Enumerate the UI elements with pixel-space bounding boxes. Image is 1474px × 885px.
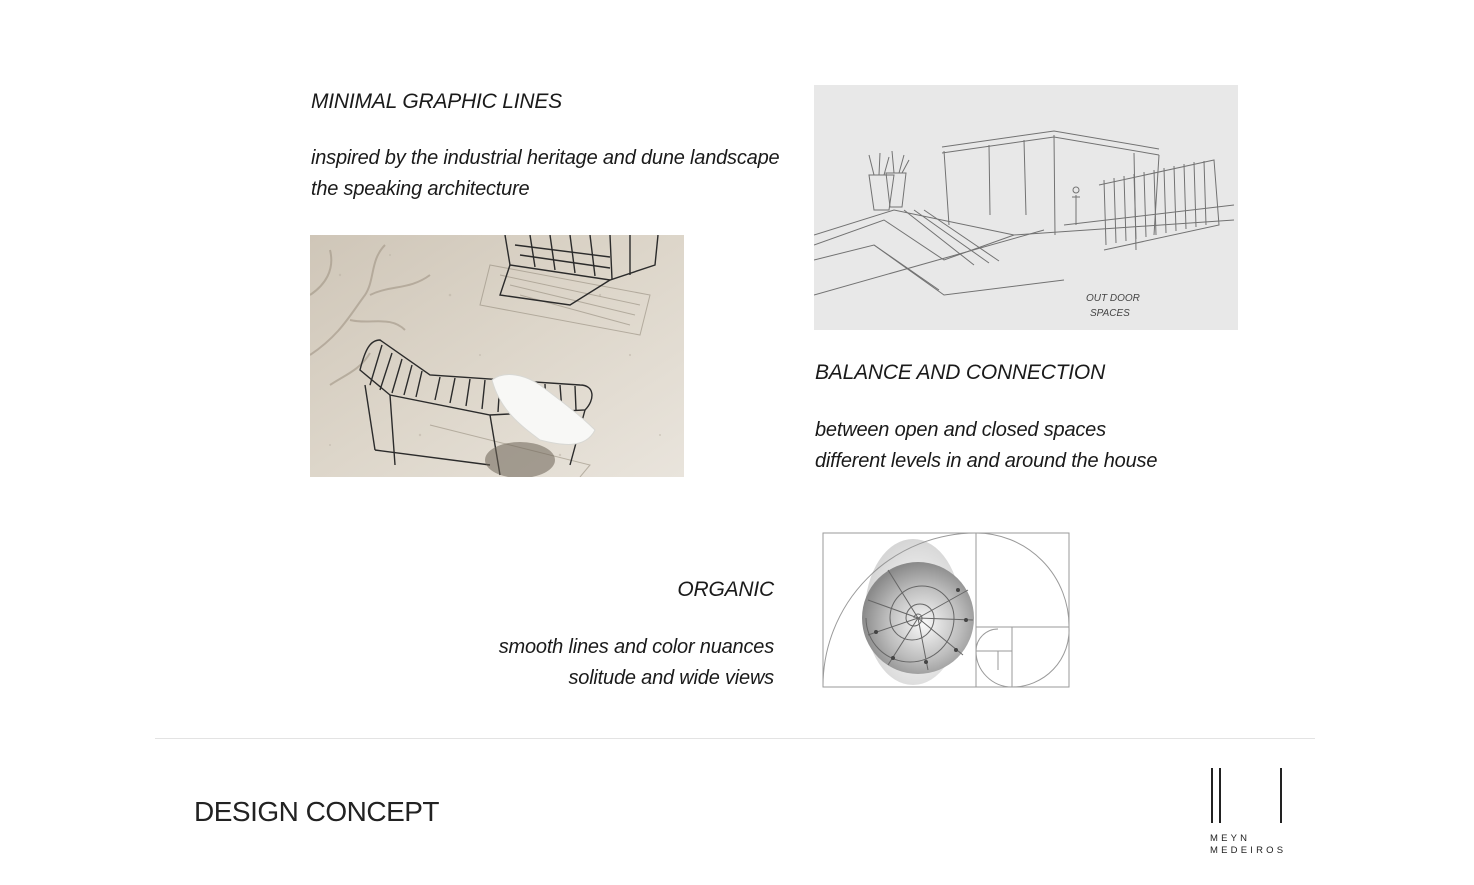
sketch-caption-line-2: SPACES [1090, 308, 1130, 319]
nautilus-golden-spiral [818, 530, 1073, 692]
nautilus-shell-image [818, 530, 1073, 692]
balance-line-1: between open and closed spaces [815, 419, 1106, 441]
pencil-sketch-image [814, 85, 1238, 330]
organic-heading: ORGANIC [677, 578, 774, 601]
logo-word-2: MEDEIROS [1210, 845, 1287, 856]
organic-line-1: smooth lines and color nuances [498, 636, 774, 658]
minimal-line-2: the speaking architecture [311, 178, 530, 200]
footer-divider [155, 738, 1315, 739]
page-title: DESIGN CONCEPT [194, 796, 440, 827]
logo-bar-2 [1219, 768, 1221, 823]
minimal-text [311, 143, 779, 205]
minimal-line-1: inspired by the industrial heritage and dune landscape [311, 147, 780, 169]
balance-line-2: different levels in and around the house [815, 450, 1158, 472]
wire-chairs-image [310, 235, 684, 477]
balance-heading: BALANCE AND CONNECTION [815, 361, 1106, 384]
wire-chairs-photo [310, 235, 684, 477]
logo-word-1: MEYN [1210, 833, 1251, 844]
organic-line-2: solitude and wide views [568, 667, 774, 689]
organic-text [440, 632, 774, 694]
logo-bar-3 [1280, 768, 1282, 823]
sketch-caption-line-1: OUT DOOR [1086, 293, 1140, 304]
balance-text [815, 415, 1157, 477]
minimal-heading: MINIMAL GRAPHIC LINES [311, 90, 562, 113]
outdoor-spaces-sketch [814, 85, 1238, 330]
logo-bar-1 [1211, 768, 1213, 823]
meyn-medeiros-logo [1208, 766, 1288, 858]
